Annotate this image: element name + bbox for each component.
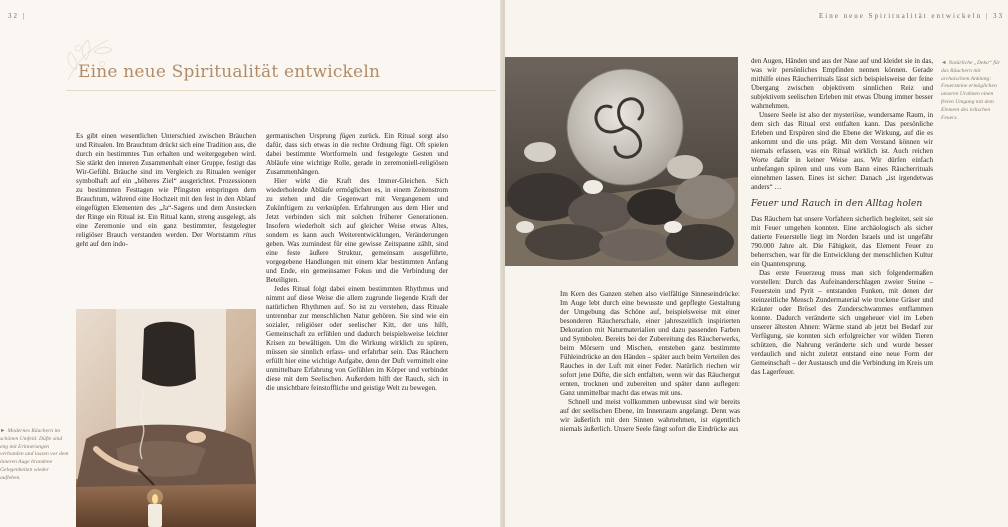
paragraph: Das Räuchern hat unsere Vorfahren sicherlich begleitet, seit sie mit Feuer umgehen konnten. Eine archäologisch als sicher datierte Feuerstelle liegt im Norden Israels und ist ungefähr 790.000 Jahre alt. Die Fähigkeit, das Element Feuer zu beherrschen, war für die Entwicklung der menschlichen Kultur ein Quantensprung. [751, 214, 933, 268]
text-column-3 [560, 290, 740, 527]
italic-term: ritus [242, 231, 256, 239]
paragraph: Das erste Feuerzeug muss man sich folgendermaßen vorstellen: Durch das Aufeinanderschlagen zweier Steine – Feuerstein und Pyrit – entstanden Funken, mit denen der steinzeitliche Mensch Zundermaterial wie trockene Gräser und Kräuter oder Brösel des Zunderschwammes entflammen konnte. Dadurch veränderte sich ungeheuer viel im Leben unserer ältesten Ahnen: Wärme stand ab jetzt bei Bedarf zur Verfügung, sie konnten sich erfolgreicher vor wilden Tieren schützen, die Nahrung veränderte sich und wurde besser verdaulich und nicht zuletzt entstand eine neue Form der Gemeinschaft – der Austausch und die Verbindung im Kreis um das Lagerfeuer. [751, 268, 933, 376]
paragraph: den Augen, Händen und aus der Nase auf und kleidet sie in das, was wir persönliches Empfinden nennen können. Gerade mithilfe eines Räucherrituals lässt sich beispielsweise der feine Übergang zwischen objektivem sinnlichen Reiz und subjektivem seelischen Erleben mit etwas Übung immer besser wahrnehmen. [751, 57, 933, 110]
text-column-1 [76, 132, 256, 300]
arrow-right-icon: ► [0, 428, 6, 434]
paragraph-text: zurück. Ein Ritual sorgt also dafür, dass sich etwas in die rechte Ordnung fügt. Oft spielen dabei bestimmte Wortformeln und festgelegte Gesten und Abläufe eine wichtige Rolle, gerade in zeremoniell-religiösen Zusammenhängen. [266, 132, 448, 176]
right-page [505, 0, 1008, 527]
running-header-right: Eine neue Spiritualität entwickeln | 33 [819, 12, 1004, 20]
caption-left [0, 428, 70, 483]
spiral-stone-photo-art [505, 57, 738, 266]
incense-burning-photo [76, 309, 256, 527]
paragraph: Schnell und meist vollkommen unbewusst sind wir bereits auf der seelischen Ebene, im Innenraum angelangt. Denn was wir äußerlich mit den Sinnen wahrnehmen, ist eigentlich niemals äußerlich. Unsere Seele fängt sofort die Eindrücke aus [560, 398, 740, 433]
paragraph: Im Kern des Ganzen stehen also vielfältige Sinneseindrücke: Im Auge lebt durch eine bewusste und gepflegte Gestaltung der Umgebung das Schöne auf, beispielsweise mit einer besonderen Räucherschale, einer jahreszeitlich inspirierten Dekoration mit Naturmaterialien und dazu passenden Farben und Symbolen. Bereits bei der Zubereitung des Räucherwerks, beim Mörsern und Mischen, entstehen ganz bestimmte Fühleindrücke an den Händen – später auch beim Verteilen des Rauches in der Luft mit einer Feder. Natürlich riechen wir sofort jene Düfte, die sich entfalten, wenn wir das Räuchergut ernten, trocknen und zubereiten und später dann auflegen: Ganz unmittelbar macht das etwas mit uns. [560, 290, 740, 397]
paragraph: Hier wirkt die Kraft des Immer-Gleichen. Sich wiederholende Abläufe ermöglichen es, in einem Zeitenstrom zu stehen und die Gegenwart mit Vergangenem und Zukünftigem zu verknüpfen. Erfahrungen aus dem Hier und Jetzt verbinden sich mit solchen früherer Generationen. Insofern wiederholt sich auf gleicher Weise etwas Altes, sondern es kann auch Weiterentwicklungen, Veränderungen geben. Was zumindest für eine gewisse Zeitspanne zählt, sind eine feste äußere Struktur, gemeinsam ausgeführte, vorgegebene Handlungen mit einem klar bestimmten Anfang und Ende, ein gemeinsamer Fokus und die Verbindung der Beteiligten. [266, 177, 448, 284]
paragraph-text: germanischen Ursprung [266, 132, 336, 140]
paragraph: Jedes Ritual folgt dabei einem bestimmten Rhythmus und nimmt auf diese Weise die allem zugrunde liegende Kraft der natürlichen Rhythmen auf. So ist zu verstehen, dass Rituale untrennbar zur menschlichen Natur gehören. Sie sind wie ein sozialer, religiöser oder seelischer Kitt, der uns hilft, Gemeinschaft zu erfühlen und dadurch beispielsweise leichter Krisen zu bewältigen. Um die Wirkung wirklich zu spüren, müssen sie sinnlich erfass- und erfahrbar sein. Das Räuchern erfüllt hier eine wichtige Aufgabe, denn der Duft vermittelt eine unmittelbare Erfahrung von Gefühlen im Körper und verbindet diese mit dem Seelischen. Außerdem hilft der Rauch, sich in die unsichtbare feinstoffliche und geistige Welt zu bewegen. [266, 285, 448, 392]
paragraph: Unsere Seele ist also der mysteriöse, wundersame Raum, in dem sich das Ritual erst entfalten kann. Das persönliche Erleben und Erspüren sind die Ebene der Wirkung, auf die es ankommt und die uns prägt. Mit dem Verstand können wir niemals erfassen, was ein Ritual wirklich ist. Auch reichen Worte dafür in keiner Weise aus. Wir dürfen einfach unbefangen spüren und uns vom Bann eines Räucherrituals einnehmen lassen. Eines ist sicher: Danach „ist irgendetwas anders“ … [751, 111, 933, 191]
title-rule [66, 90, 496, 91]
chapter-title: Eine neue Spiritualität entwickeln [78, 62, 381, 82]
incense-burning-photo-art [76, 309, 256, 527]
caption-text: Natürliche „Deko“ für das Räuchern mit archaischem Anklang: Feuersteine ermöglichen unseren Urahnen einen freien Umgang mit dem Element des irdischen Feuers. [941, 60, 1000, 121]
italic-term: fügen [339, 132, 356, 140]
arrow-left-icon: ◄ [941, 60, 947, 66]
spiral-stone-photo [505, 57, 738, 266]
paragraph [266, 132, 448, 177]
paragraph [76, 132, 256, 249]
section-subheading: Feuer und Rauch in den Alltag holen [751, 198, 923, 209]
paragraph-text: Es gibt einen wesentlichen Unterschied zwischen Bräuchen und Ritualen. Im Brauchtum drückt sich eine Tradition aus, die durch ein bestimmtes Tun erhalten und weitergegeben wird. Sie stärkt den inneren Zusammenhalt einer Gruppe, festigt das Wir-Gefühl. Bräuche sind im Vergleich zu Ritualen weniger symbolhaft auf ein „höheres Ziel“ ausgerichtet. Prozessionen zu bestimmten Festtagen wie Pfingsten entspringen dem Brauchtum, während eine Hochzeit mit den fest in den Ablauf eingefügten Elementen des „Ja“-Sagens und dem Anstecken der Ringe ein Ritual ist. Ein Ritual kann, streng ausgelegt, als eine Zeremonie und ein ganz bestimmter, festgelegter religiöser Brauch verstanden werden. Der Wortstamm [76, 132, 256, 239]
paragraph-text: geht auf den indo- [76, 240, 128, 248]
page-number-left: 32 | [8, 12, 27, 20]
caption-right [941, 60, 1005, 123]
caption-text: Modernes Räuchern im schönen Umfeld. Düfte sind eng mit Erinnerungen verbunden und lassen vor dem inneren Auge brandene Gelegenheiten wieder aufleben. [0, 428, 69, 481]
text-column-2 [266, 132, 448, 527]
text-column-4 [751, 57, 933, 527]
left-page [0, 0, 503, 527]
